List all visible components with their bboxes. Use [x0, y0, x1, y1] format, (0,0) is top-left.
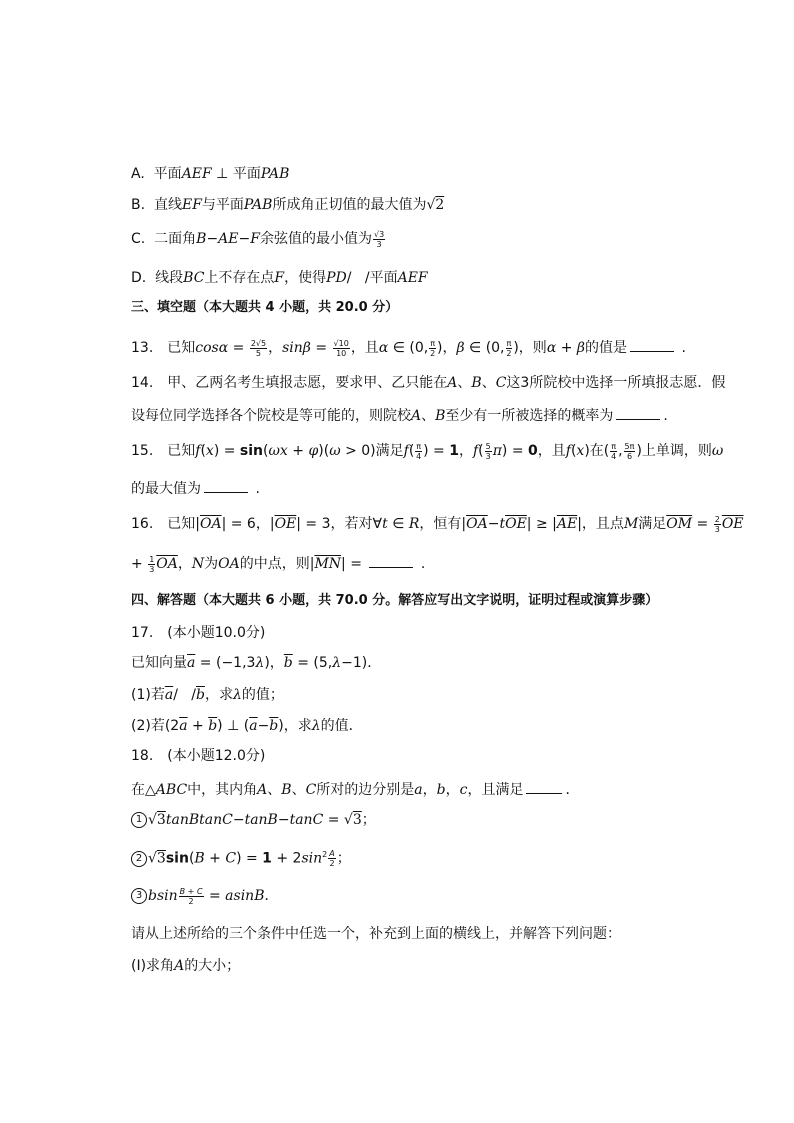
question-18-header: 18. (本小题12.0分): [131, 748, 266, 764]
q12-option-b: B. 直线EF与平面PAB所成角正切值的最大值为√2: [131, 197, 445, 213]
question-15-line-2: 的最大值为 .: [131, 478, 260, 499]
section-4-title: 四、解答题（本大题共 6 小题，共 70.0 分。解答应写出文字说明，证明过程或演算步骤）: [131, 593, 659, 608]
section-3-title: 三、填空题（本大题共 4 小题，共 20.0 分）: [131, 300, 399, 315]
question-13: 13. 已知cosα = $\frac{2√5}{5}$ ，sinβ = $\frac{√10}{10}$ ，且α ∈ (0, $\frac{\pi}{2}$ )，β ∈ (0, $\frac{\pi}{2}$ )，则α + β的值是 .: [131, 338, 686, 358]
question-18-part-1: (Ⅰ)求角A的大小；: [131, 958, 241, 974]
question-14-line-1: 14. 甲、乙两名考生填报志愿，要求甲、乙只能在A、B、C这3所院校中选择一所填报志愿．假: [131, 375, 726, 391]
circled-1-icon: 1: [131, 812, 147, 828]
question-17-header: 17. (本小题10.0分): [131, 625, 266, 641]
question-15-line-1: 15. 已知f(x) = sin(ωx + φ)(ω > 0)满足f( $\frac{\pi}{4}$ ) = 1，f( $\frac{5}{3}$ π) = 0，且f(x)在( $\frac{\pi}{4}$ , $\frac{5\pi}{6}$ )上单调，则ω: [131, 441, 724, 461]
q12-option-a: A. 平面AEF ⊥ 平面PAB: [131, 166, 290, 182]
q12-option-d: D. 线段BC上不存在点F，使得PD/ /平面AEF: [131, 270, 428, 286]
question-16-line-2: + $\frac{1}{3}$ $\overline{OA}$，N为OA的中点，则$|\overline{MN}|$ = .: [131, 554, 426, 574]
question-17-part-1: (1)若$\overline{a}/$ $/\overline{b}$，求λ的值；: [131, 687, 284, 703]
question-17-stem: 已知向量$\overline{a} = (-1,3\lambda)$，$\overline{b} = (5,\lambda-1)$．: [131, 655, 382, 671]
question-18-instruction: 请从上述所给的三个条件中任选一个，补充到上面的横线上，并解答下列问题：: [131, 926, 621, 942]
circled-3-icon: 3: [131, 888, 147, 904]
q12-option-c: C. 二面角B−AE−F余弦值的最小值为 $\frac{√3}{3}$: [131, 229, 385, 249]
question-18-stem: 在△ABC中，其内角A、B、C所对的边分别是a，b，c，且满足 ．: [131, 779, 579, 800]
question-16-line-1: 16. 已知$|\overline{OA}| = 6$，$|\overline{OE}| = 3$，若对∀t ∈ R，恒有$|\overline{OA}-t\overline{OE}| \ge |\overline{AE}|$，且点M满足$\overline{OM}$ = $\frac{2}{3}$ $\overline{OE}$: [131, 514, 744, 534]
circled-2-icon: 2: [131, 851, 147, 867]
question-18-condition-1: 1 √3tanBtanC−tanB−tanC = √3；: [131, 810, 376, 830]
question-18-condition-2: 2 $√3\sin(B + C) = 1 + 2\sin^2$ $\frac{A}{2}$ ；: [131, 845, 351, 869]
question-14-line-2: 设每位同学选择各个院校是等可能的，则院校A、B至少有一所被选择的概率为 .: [131, 405, 668, 426]
question-17-part-2: (2)若$(2\overline{a} + \overline{b})$ ⊥ $(\overline{a}-\overline{b})$，求λ的值．: [131, 718, 363, 734]
question-18-condition-3: 3 bsin $\frac{B + C}{2}$ = asinB．: [131, 886, 279, 906]
